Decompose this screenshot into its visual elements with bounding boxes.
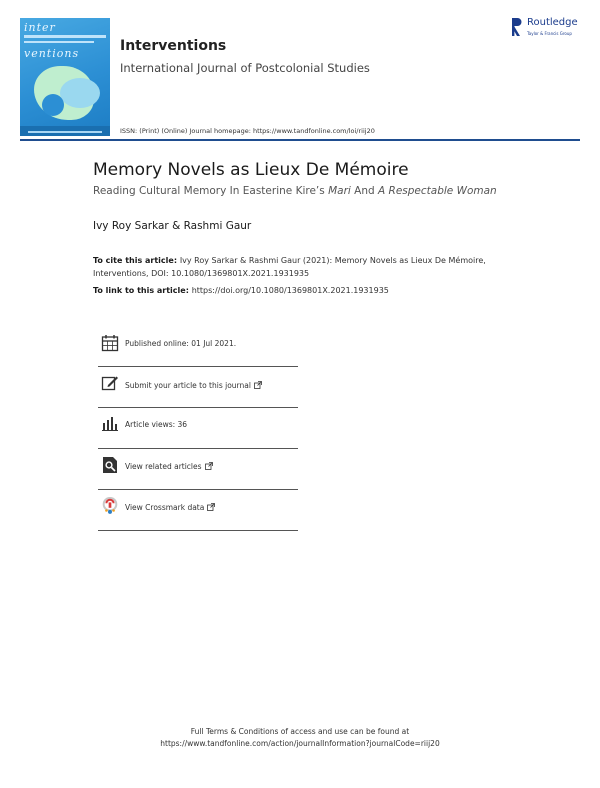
published-date: Published online: 01 Jul 2021. <box>125 339 237 348</box>
related-articles-link[interactable]: View related articles <box>125 462 202 471</box>
link-label: To link to this article: <box>93 286 192 295</box>
article-views: Article views: 36 <box>125 420 188 429</box>
row-divider <box>98 530 298 531</box>
related-row[interactable] <box>98 456 298 476</box>
article-subtitle <box>93 185 497 197</box>
bar-chart-icon <box>101 415 119 433</box>
calendar-icon <box>101 334 119 352</box>
cover-title-line2: ventions <box>24 47 80 60</box>
submit-article-link[interactable]: Submit your article to this journal <box>125 381 251 390</box>
citation-text: Ivy Roy Sarkar & Rashmi Gaur (2021): Memory Novels as Lieux De Mémoire, Interventions, DOI: <box>93 256 486 278</box>
row-divider <box>98 489 298 490</box>
authors: Ivy Roy Sarkar & Rashmi Gaur <box>93 220 252 232</box>
header-divider <box>20 139 580 141</box>
article-title: Memory Novels as Lieux De Mémoire <box>93 160 409 180</box>
submit-text-wrap <box>125 381 262 390</box>
crossmark-row[interactable] <box>98 497 298 519</box>
search-document-icon <box>101 456 119 474</box>
routledge-r-icon <box>511 17 523 37</box>
row-divider <box>98 366 298 367</box>
publisher-name: Routledge <box>527 17 578 28</box>
publisher-tagline: Taylor & Francis Group <box>527 31 572 36</box>
cover-footer-band <box>20 126 110 136</box>
journal-homepage-link[interactable]: https://www.tandfonline.com/loi/riij20 <box>252 127 375 135</box>
journal-title: Interventions <box>120 38 227 54</box>
crossmark-text-wrap <box>125 503 215 512</box>
issn-label: ISSN: (Print) (Online) Journal homepage: <box>120 127 253 135</box>
subtitle-part1: Reading Cultural Memory In Easterine Kire’s <box>93 185 329 197</box>
published-row <box>98 334 298 354</box>
cover-graphic-3 <box>42 94 64 116</box>
related-text-wrap <box>125 462 213 471</box>
routledge-logo[interactable] <box>511 17 591 41</box>
crossmark-data-link[interactable]: View Crossmark data <box>125 503 205 512</box>
citation-label: To cite this article: <box>93 256 180 265</box>
cover-stripe-2 <box>24 41 94 43</box>
journal-subtitle: International Journal of Postcolonial Studies <box>120 61 370 75</box>
article-doi-link[interactable]: https://doi.org/10.1080/1369801X.2021.1931935 <box>191 286 389 295</box>
issn-homepage-line <box>120 127 375 135</box>
footer <box>0 726 600 750</box>
row-divider <box>98 407 298 408</box>
external-link-icon <box>205 462 213 470</box>
crossmark-icon <box>101 497 119 515</box>
cover-stripe <box>24 35 106 38</box>
external-link-icon <box>254 381 262 389</box>
cover-graphic-2 <box>60 78 100 108</box>
submit-row[interactable] <box>98 374 298 394</box>
citation-block <box>93 254 513 280</box>
subtitle-italic-woman: A Respectable Woman <box>378 185 497 197</box>
subtitle-part2: And <box>350 185 378 197</box>
journal-cover <box>20 18 110 136</box>
row-divider <box>98 448 298 449</box>
subtitle-italic-mari: Mari <box>328 185 351 197</box>
article-link-block <box>93 286 389 295</box>
footer-terms-line: Full Terms & Conditions of access and use can be found at <box>190 727 410 736</box>
external-link-icon <box>207 503 215 511</box>
cover-title-line1: inter <box>24 21 56 34</box>
views-row <box>98 415 298 435</box>
edit-icon <box>101 374 119 392</box>
citation-doi-link[interactable]: 10.1080/1369801X.2021.1931935 <box>171 269 310 278</box>
footer-terms-link[interactable]: https://www.tandfonline.com/action/journalInformation?journalCode=riij20 <box>160 739 440 748</box>
